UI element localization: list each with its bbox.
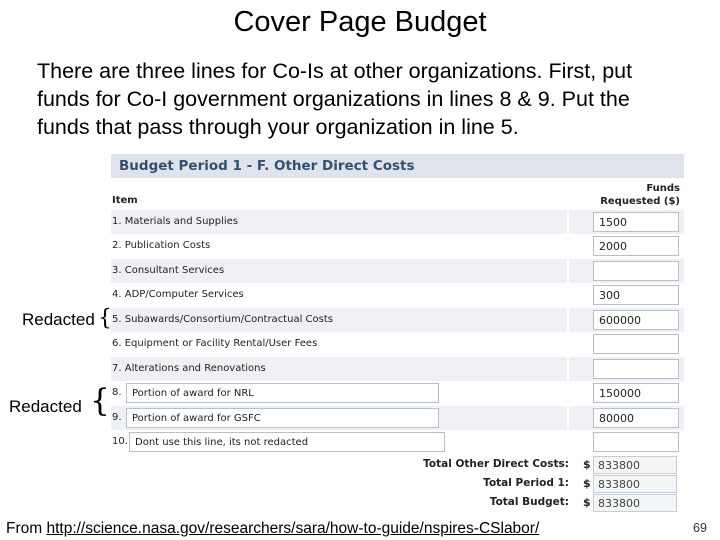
total-period-1 xyxy=(111,475,684,494)
row-label xyxy=(112,338,317,349)
amount-field-2[interactable]: 2000 xyxy=(593,236,679,256)
row-item-text: Equipment or Facility Rental/User Fees xyxy=(124,338,318,349)
column-header-funds xyxy=(600,182,680,208)
source-prefix: From xyxy=(6,520,47,537)
row-number: 4. xyxy=(112,289,122,300)
amount-field-8[interactable]: 150000 xyxy=(593,383,679,403)
budget-row-8 xyxy=(111,381,684,406)
row-label xyxy=(112,265,224,276)
budget-row-1 xyxy=(111,210,684,235)
total-amount: 833800 xyxy=(593,494,677,512)
budget-row-7 xyxy=(111,357,684,382)
row-number: 7. xyxy=(112,362,122,374)
total-amount: 833800 xyxy=(593,475,677,493)
item-description-field-9[interactable]: Portion of award for GSFC xyxy=(126,408,439,428)
slide-body-text: There are three lines for Co-Is at other organizations. First, put funds for Co-I government organizations in lines 8 & 9. Put the funds that pass through your organization in line 5. xyxy=(37,59,633,139)
column-header-funds-line1: Funds xyxy=(646,183,680,194)
row-item-text: Subawards/Consortium/Contractual Costs xyxy=(124,313,333,325)
total-label: Total Other Direct Costs: xyxy=(423,458,569,470)
dollar-sign: $ xyxy=(583,477,591,490)
dollar-sign: $ xyxy=(583,496,591,509)
row-label xyxy=(112,314,333,325)
row-label xyxy=(112,289,244,300)
total-label: Total Budget: xyxy=(489,496,569,508)
redacted-annotation-lines-8-9: Redacted xyxy=(9,397,82,416)
row-number: 6. xyxy=(112,338,122,349)
budget-row-6 xyxy=(111,332,684,357)
budget-row-5 xyxy=(111,308,684,333)
amount-field-4[interactable]: 300 xyxy=(593,285,679,305)
amount-field-10[interactable] xyxy=(593,432,679,452)
row-label xyxy=(112,363,266,374)
curly-brace-icon: { xyxy=(90,383,110,419)
row-item-text: Publication Costs xyxy=(124,240,211,251)
row-number: 10. xyxy=(112,436,128,447)
total-other-direct-costs xyxy=(111,456,684,475)
budget-row-4 xyxy=(111,283,684,308)
amount-field-1[interactable]: 1500 xyxy=(593,212,679,232)
amount-field-9[interactable]: 80000 xyxy=(593,408,679,428)
amount-field-7[interactable] xyxy=(593,359,679,379)
row-item-text: Materials and Supplies xyxy=(124,215,239,227)
form-header-title: Budget Period 1 - F. Other Direct Costs xyxy=(119,158,415,174)
budget-form xyxy=(111,154,684,514)
budget-row-2 xyxy=(111,234,684,259)
total-label: Total Period 1: xyxy=(483,477,569,489)
column-header-item: Item xyxy=(112,195,138,206)
budget-row-10 xyxy=(111,430,684,455)
item-description-field-8[interactable]: Portion of award for NRL xyxy=(126,383,439,403)
curly-brace-icon: { xyxy=(98,306,112,331)
amount-field-3[interactable] xyxy=(593,261,679,281)
row-number: 8. xyxy=(112,387,122,398)
redacted-annotation-line-5: Redacted xyxy=(22,310,95,329)
budget-row-3 xyxy=(111,259,684,284)
row-number: 9. xyxy=(112,411,122,423)
amount-field-6[interactable] xyxy=(593,334,679,354)
dollar-sign: $ xyxy=(583,458,591,471)
row-number: 3. xyxy=(112,264,122,276)
slide-title: Cover Page Budget xyxy=(233,6,487,38)
total-amount: 833800 xyxy=(593,456,677,474)
row-item-text: Consultant Services xyxy=(124,264,225,276)
row-item-text: Alterations and Renovations xyxy=(124,362,266,374)
item-description-field-10[interactable]: Dont use this line, its not redacted xyxy=(129,432,445,452)
row-label xyxy=(112,240,210,251)
row-item-text: ADP/Computer Services xyxy=(124,289,244,300)
source-citation xyxy=(6,520,539,538)
row-number: 1. xyxy=(112,215,122,227)
row-label xyxy=(112,216,238,227)
source-link[interactable]: http://science.nasa.gov/researchers/sara/how-to-guide/nspires-CSlabor/ xyxy=(46,520,540,537)
row-number: 2. xyxy=(112,240,122,251)
total-budget xyxy=(111,494,684,513)
amount-field-5[interactable]: 600000 xyxy=(593,310,679,330)
row-number: 5. xyxy=(112,313,122,325)
page-number: 69 xyxy=(693,521,707,535)
budget-row-9 xyxy=(111,406,684,431)
column-header-funds-line2: Requested ($) xyxy=(600,196,680,207)
form-header xyxy=(111,154,684,178)
